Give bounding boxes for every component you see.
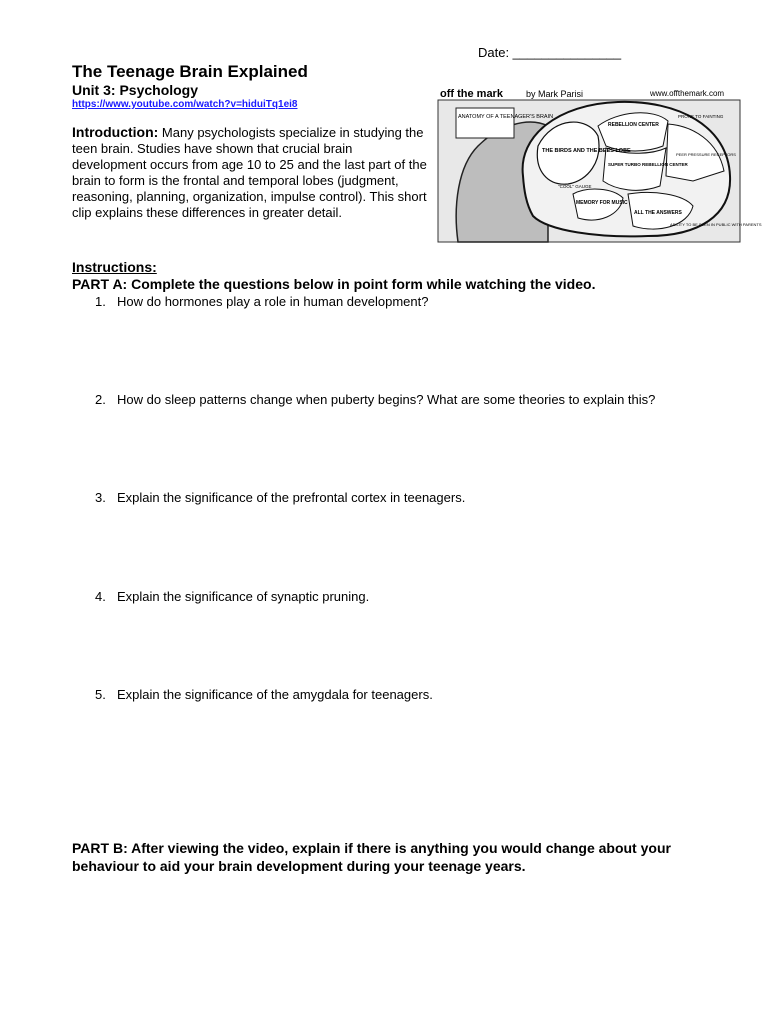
label-super-rebellion: SUPER TURBO REBELLION CENTER — [608, 162, 688, 167]
label-prone: PRONE TO FAINTING — [678, 114, 724, 119]
label-answers: ALL THE ANSWERS — [634, 210, 682, 216]
cartoon-author: by Mark Parisi — [526, 89, 584, 99]
question-text: Explain the significance of the amygdala for teenagers. — [117, 687, 433, 702]
question-number: 1. — [95, 294, 106, 309]
introduction-paragraph — [72, 124, 430, 221]
question-3 — [95, 490, 465, 505]
introduction-text: Many psychologists specialize in studying the teen brain. Studies have shown that crucial brain development occurs from age 10 to 25 and the last part of the brain to form is the frontal and temporal lobes (judgment, reasoning, planning, organization, impulse control). This short clip explains these differences in greater detail. — [72, 125, 427, 220]
label-ability: ABILITY TO BE SEEN IN PUBLIC WITH PARENTS — [670, 222, 762, 227]
question-4 — [95, 589, 369, 604]
question-text: How do sleep patterns change when puberty begins? What are some theories to explain this? — [117, 392, 656, 407]
question-text: Explain the significance of the prefrontal cortex in teenagers. — [117, 490, 466, 505]
super-rebellion-center — [603, 148, 666, 190]
question-1 — [95, 294, 428, 309]
part-b-instructions: PART B: After viewing the video, explain if there is anything you would change about your behaviour to aid your brain development during your teenage years. — [72, 840, 671, 874]
cartoon-caption: ANATOMY OF A TEENAGER'S BRAIN — [458, 114, 554, 120]
label-cool: "COOL" GAUGE — [558, 184, 592, 189]
unit-subtitle: Unit 3: Psychology — [72, 82, 199, 98]
date-field-label: Date: _______________ — [478, 45, 622, 60]
question-number: 5. — [95, 687, 106, 702]
label-peer: PEER PRESSURE RECEPTORS — [676, 152, 736, 157]
label-memory: MEMORY FOR MUSIC — [576, 200, 628, 206]
question-text: Explain the significance of synaptic pruning. — [117, 589, 370, 604]
question-5 — [95, 687, 433, 702]
document-title: The Teenage Brain Explained — [72, 62, 308, 81]
question-2 — [95, 392, 655, 407]
question-number: 4. — [95, 589, 106, 604]
part-a-instructions: PART A: Complete the questions below in point form while watching the video. — [72, 276, 596, 292]
cartoon-url: www.offthemark.com — [650, 89, 725, 98]
question-number: 3. — [95, 490, 106, 505]
instructions-heading: Instructions: — [72, 259, 157, 275]
label-rebellion: REBELLION CENTER — [608, 122, 659, 128]
question-number: 2. — [95, 392, 106, 407]
introduction-label: Introduction: — [72, 124, 159, 140]
teenage-brain-cartoon — [438, 86, 762, 242]
question-text: How do hormones play a role in human development? — [117, 294, 429, 309]
label-birds-bees: THE BIRDS AND THE BEES LOBE — [542, 148, 631, 154]
video-link[interactable]: https://www.youtube.com/watch?v=hiduiTq1ei8 — [72, 99, 298, 110]
cartoon-brand: off the mark — [440, 88, 503, 100]
